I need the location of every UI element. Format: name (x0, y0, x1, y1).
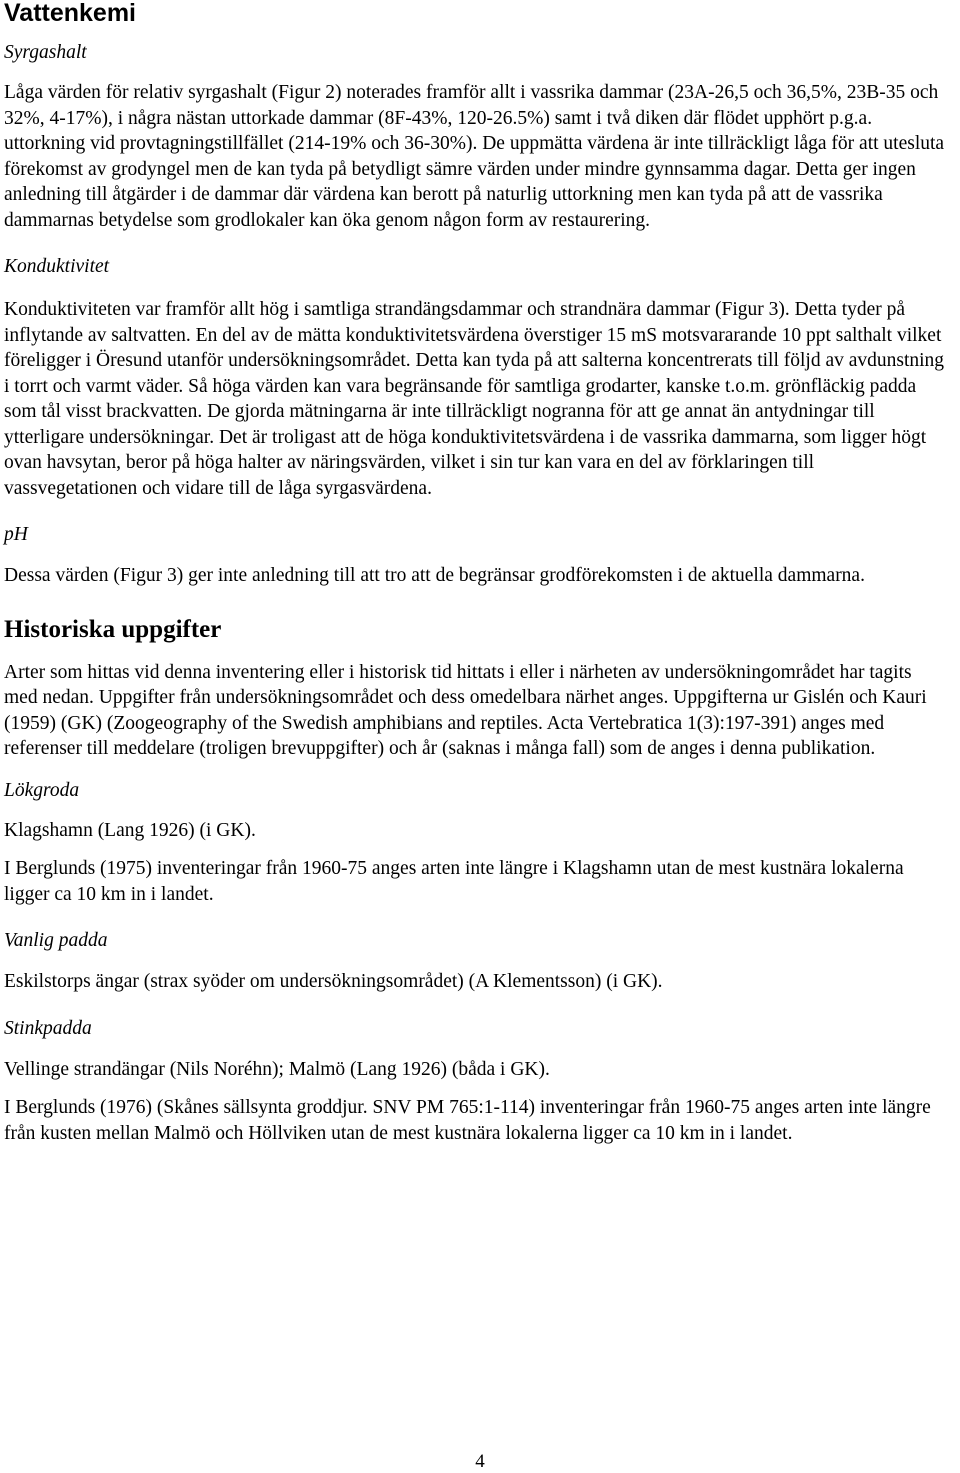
paragraph-vanlig-padda: Eskilstorps ängar (strax syöder om undersökningsområdet) (A Klementsson) (i GK). (4, 971, 663, 992)
subheading-vanlig-padda: Vanlig padda (4, 930, 108, 951)
paragraph-konduktivitet: Konduktiviteten var framför allt hög i samtliga strandängsdammar och strandnära dammar (Figur 3). Detta tyder på inflytande av saltvatten. En del av de mätta konduktivitetsvärdena överstiger 15 mS motsvararande 10 ppt salthalt vilket föreligger i Öresund utanför undersökningsområdet. Detta kan tyda på att salterna koncentrerats till följd av avdunstning i torrt och varmt väder. Så höga värden kan vara begränsande för samtliga grodarter, kanske t.o.m. grönfläckig padda som tål visst brackvatten. De gjorda mätningarna är inte tillräckligt nogranna för att ge annat än antydningar till ytterligare undersökningar. Det är troligast att de höga konduktivitetsvärdena i de vassrika dammarna, som ligger högt ovan havsytan, beror på höga halter av näringsvärden, vilket i sin tur kan vara en del av förklaringen till vassvegetationen och vidare till de låga syrgasvärdena. (4, 299, 945, 499)
subheading-konduktivitet: Konduktivitet (4, 256, 110, 277)
paragraph-lokgroda-1: Klagshamn (Lang 1926) (i GK). (4, 819, 256, 841)
subheading-ph: pH (4, 524, 28, 545)
document-page (4, 0, 950, 1146)
paragraph-stinkpadda-1: Vellinge strandängar (Nils Noréhn); Malmö (Lang 1926) (båda i GK). (4, 1058, 550, 1080)
subheading-syrgashalt: Syrgashalt (4, 42, 87, 63)
paragraph-syrgashalt: Låga värden för relativ syrgashalt (Figur 2) noterades framför allt i vassrika dammar (23A-26,5 och 36,5%, 23B-35 och 32%, 4-17%), i några nästan uttorkade dammar (8F-43%, 120-26.5%) samt i två diken där flödet upphört p.g.a. uttorkning vid provtagningstillfället (214-19% och 36-30%). De uppmätta värdena är inte tillräckligt låga för att utesluta förekomst av grodyngel men de kan tyda på betydligt sämre värden under mindre gynnsamma dagar. Detta ger ingen anledning till åtgärder i de dammar där värdena kan berott på naturlig uttorkning men kan tyda på att de vassrika dammarnas betydelse som grodlokaler kan öka genom någon form av restaurering. (4, 82, 945, 231)
section-heading-historiska: Historiska uppgifter (4, 615, 222, 643)
paragraph-stinkpadda-2: I Berglunds (1976) (Skånes sällsynta groddjur. SNV PM 765:1-114) inventeringar från 1960-75 anges arten inte längre från kusten mellan Malmö och Höllviken utan de mest kustnära lokalerna ligger ca 10 km in i landet. (4, 1097, 931, 1144)
paragraph-ph: Dessa värden (Figur 3) ger inte anledning till att tro att de begränsar grodförekomsten i de aktuella dammarna. (4, 565, 865, 586)
paragraph-lokgroda-2: I Berglunds (1975) inventeringar från 1960-75 anges arten inte längre i Klagshamn utan de mest kustnära lokalerna ligger ca 10 km in i landet. (4, 858, 904, 905)
page-number: 4 (475, 1451, 485, 1472)
subheading-lokgroda: Lökgroda (4, 779, 80, 801)
paragraph-historiska-intro: Arter som hittas vid denna inventering eller i historisk tid hittats i eller i närheten av undersökningområdet har tagits med nedan. Uppgifter från undersökningsområdet och dess omedelbara närhet anges. Uppgifterna ur Gislén och Kauri (1959) (GK) (Zoogeography of the Swedish amphibians and reptiles. Acta Vertebratica 1(3):197-391) anges med referenser till meddelare (troligen brevuppgifter) och år (saknas i många fall) som de anges i denna publikation. (4, 661, 927, 759)
section-heading-vattenkemi: Vattenkemi (4, 0, 137, 27)
subheading-stinkpadda: Stinkpadda (4, 1017, 92, 1039)
